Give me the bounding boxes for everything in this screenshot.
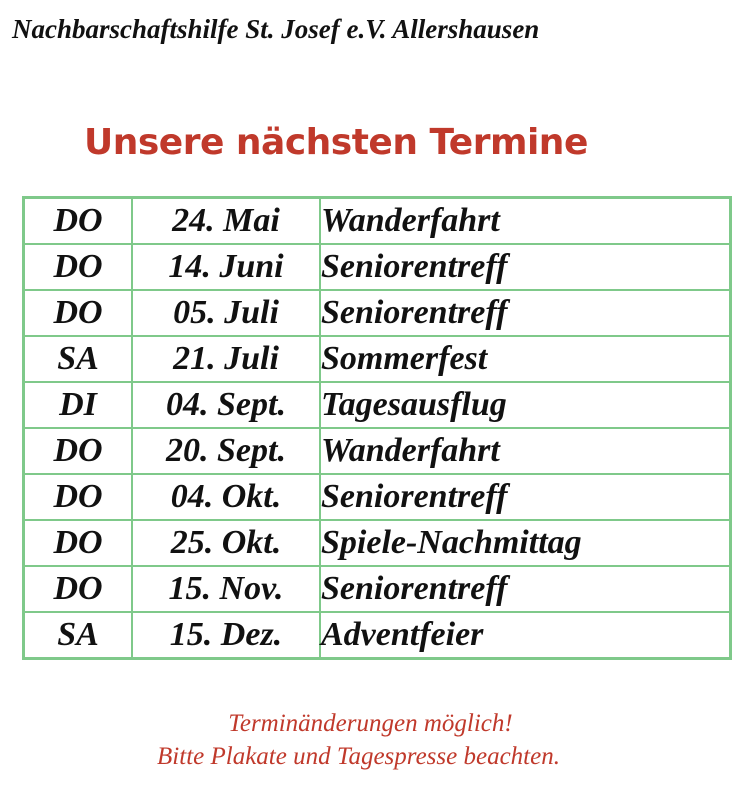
table-row (24, 566, 731, 612)
event-day: SA (24, 612, 133, 659)
event-day: DO (24, 198, 133, 245)
event-date: 21. Juli (132, 336, 320, 382)
table-row (24, 244, 731, 290)
event-date: 05. Juli (132, 290, 320, 336)
press-notice: Bitte Plakate und Tagespresse beachten. (157, 743, 560, 770)
event-name: Seniorentreff (320, 244, 731, 290)
event-day: DO (24, 428, 133, 474)
table-row (24, 520, 731, 566)
event-date: 15. Nov. (132, 566, 320, 612)
event-day: DO (24, 244, 133, 290)
event-day: SA (24, 336, 133, 382)
event-date: 20. Sept. (132, 428, 320, 474)
event-day: DO (24, 290, 133, 336)
events-table (22, 196, 732, 660)
table-row (24, 336, 731, 382)
event-name: Seniorentreff (320, 474, 731, 520)
table-row (24, 198, 731, 245)
table-row (24, 290, 731, 336)
table-row (24, 428, 731, 474)
event-date: 04. Sept. (132, 382, 320, 428)
change-notice: Terminänderungen möglich! (228, 710, 513, 737)
event-day: DO (24, 474, 133, 520)
event-name: Seniorentreff (320, 290, 731, 336)
event-name: Spiele-Nachmittag (320, 520, 731, 566)
event-date: 25. Okt. (132, 520, 320, 566)
event-date: 15. Dez. (132, 612, 320, 659)
table-row (24, 382, 731, 428)
event-name: Sommerfest (320, 336, 731, 382)
event-date: 04. Okt. (132, 474, 320, 520)
event-date: 14. Juni (132, 244, 320, 290)
event-name: Adventfeier (320, 612, 731, 659)
organization-name: Nachbarschaftshilfe St. Josef e.V. Allershausen (12, 14, 540, 44)
event-name: Seniorentreff (320, 566, 731, 612)
event-day: DO (24, 520, 133, 566)
event-date: 24. Mai (132, 198, 320, 245)
table-row (24, 612, 731, 659)
event-name: Tagesausflug (320, 382, 731, 428)
event-day: DO (24, 566, 133, 612)
table-row (24, 474, 731, 520)
event-name: Wanderfahrt (320, 428, 731, 474)
event-name: Wanderfahrt (320, 198, 731, 245)
event-day: DI (24, 382, 133, 428)
page-heading: Unsere nächsten Termine (84, 122, 588, 163)
